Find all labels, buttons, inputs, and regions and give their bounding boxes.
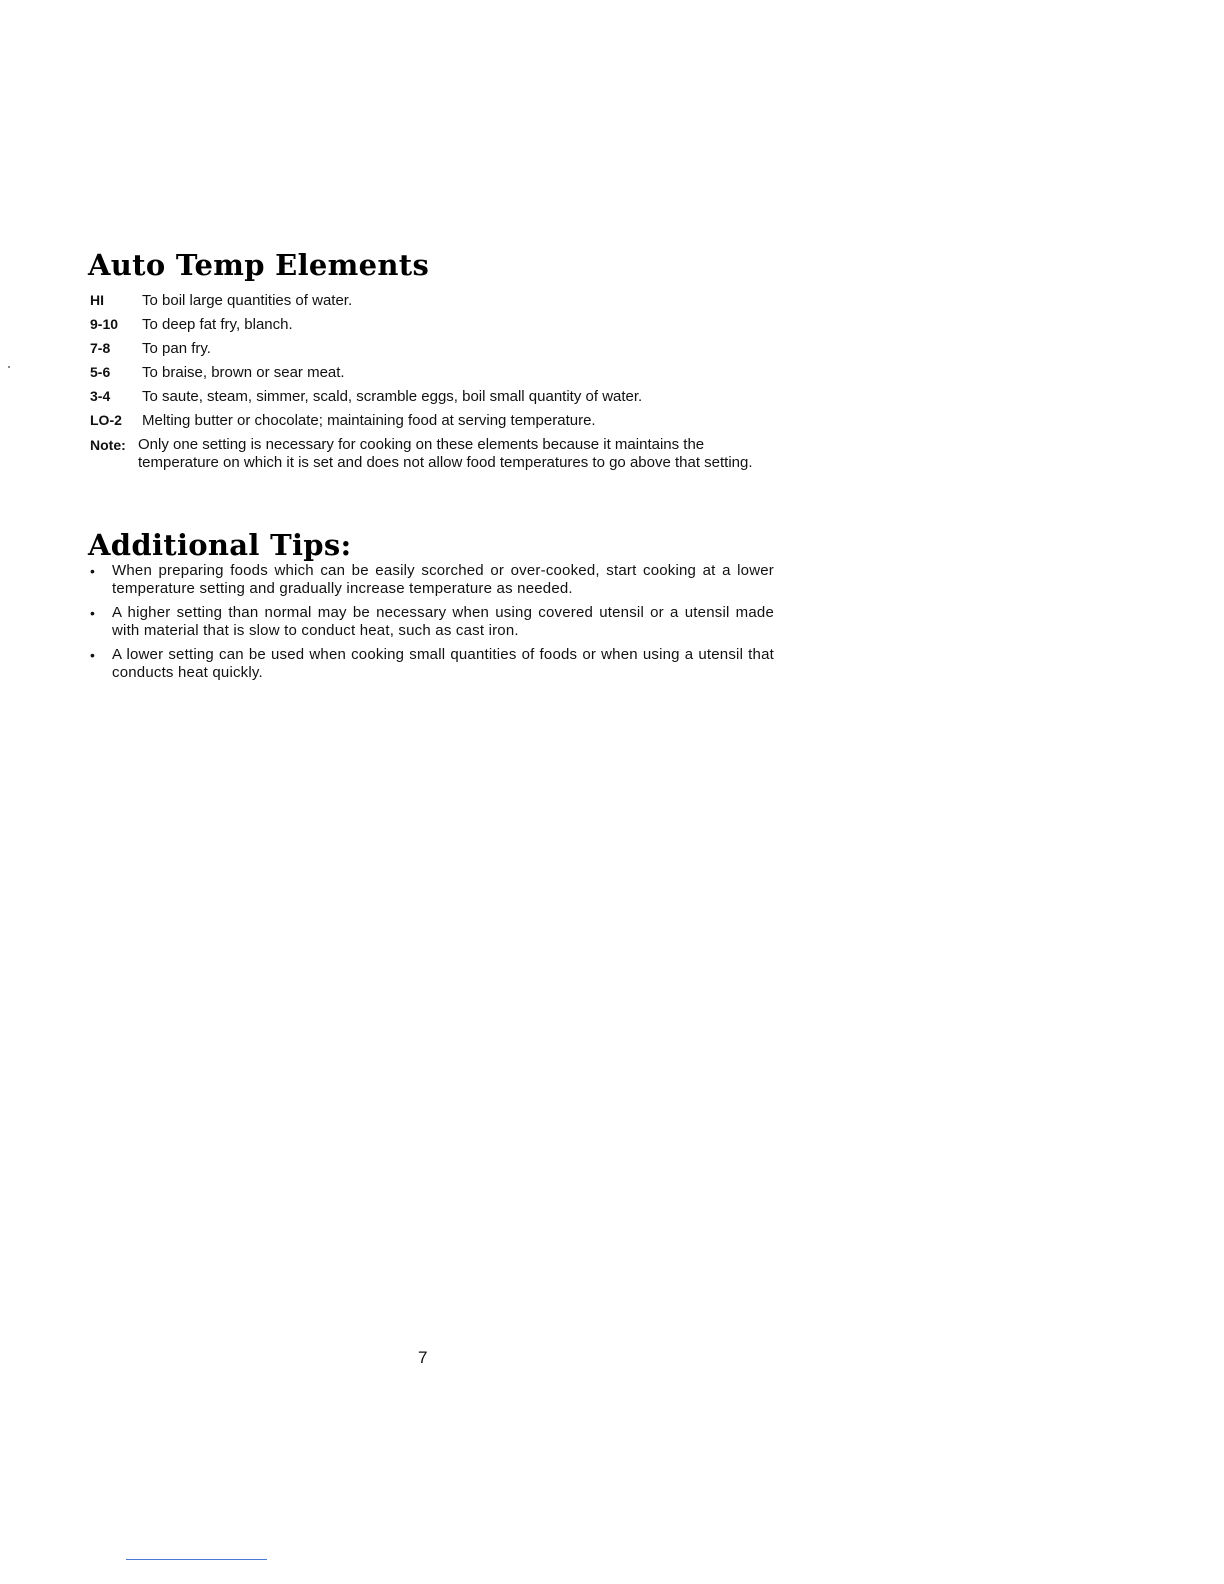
- scan-speck: [8, 366, 10, 368]
- note: [90, 436, 780, 472]
- bullet-icon: •: [90, 563, 95, 579]
- setting-key: 7-8: [90, 340, 111, 356]
- setting-description: To braise, brown or sear meat.: [142, 363, 345, 381]
- setting-row: [90, 384, 790, 408]
- setting-key: 5-6: [90, 364, 111, 380]
- setting-key: HI: [90, 292, 104, 308]
- setting-description: Melting butter or chocolate; maintaining food at serving temperature.: [142, 411, 596, 429]
- page-number: 7: [418, 1348, 428, 1367]
- tip-item: [90, 646, 774, 682]
- setting-description: To pan fry.: [142, 339, 211, 357]
- setting-row: [90, 408, 790, 432]
- auto-temp-heading: Auto Temp Elements: [88, 248, 430, 282]
- setting-row: [90, 336, 790, 360]
- footer-rule: [126, 1559, 267, 1560]
- tip-text: When preparing foods which can be easily scorched or over-cooked, start cooking at a lower temperature setting and gradually increase temperature as needed.: [112, 562, 774, 597]
- bullet-icon: •: [90, 605, 95, 621]
- settings-list: [90, 288, 790, 432]
- setting-key: LO-2: [90, 412, 122, 428]
- setting-key: 3-4: [90, 388, 111, 404]
- setting-description: To boil large quantities of water.: [142, 291, 353, 309]
- tip-text: A higher setting than normal may be necessary when using covered utensil or a utensil made with material that is slow to conduct heat, such as cast iron.: [112, 604, 774, 639]
- tip-text: A lower setting can be used when cooking small quantities of foods or when using a utensil that conducts heat quickly.: [112, 646, 774, 681]
- note-label: Note:: [90, 437, 126, 453]
- tip-item: [90, 562, 774, 598]
- setting-row: [90, 288, 790, 312]
- tip-item: [90, 604, 774, 640]
- setting-row: [90, 360, 790, 384]
- setting-description: To saute, steam, simmer, scald, scramble eggs, boil small quantity of water.: [142, 387, 643, 405]
- setting-key: 9-10: [90, 316, 119, 332]
- bullet-icon: •: [90, 647, 95, 663]
- tips-list: [90, 562, 774, 688]
- additional-tips-heading: Additional Tips:: [88, 528, 352, 562]
- setting-description: To deep fat fry, blanch.: [142, 315, 293, 333]
- note-text: Only one setting is necessary for cooking on these elements because it maintains the temperature on which it is set and does not allow food temperatures to go above that setting.: [138, 436, 753, 471]
- setting-row: [90, 312, 790, 336]
